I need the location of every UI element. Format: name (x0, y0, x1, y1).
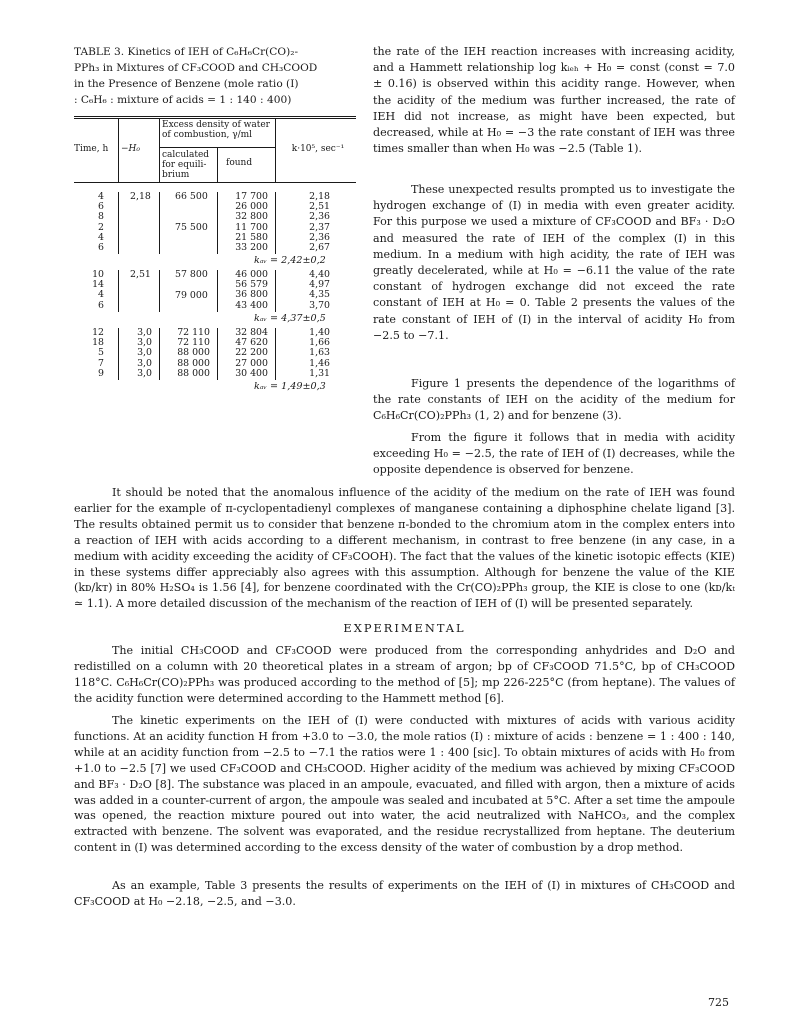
table-cell-calc: 57 800 (175, 269, 208, 280)
table-caption-line: TABLE 3. Kinetics of IEH of C₆H₆Cr(CO)₂- (74, 46, 299, 58)
paragraph: It should be noted that the anomalous influence of the acidity of the medium on the rate of IEH was found earlier for the example of π-cyclopentadienyl complexes of manganese containing a diphosphine chelate ligand [3]. The results obtained permit us to consider that benzene π-bonded to the chromium atom in the complex enters into a reaction of IEH with acids according to a different mechanism, in contrast to free benzene (in any case, in a medium with acidity exceeding the acidity of CF₃COOH). The fact that the values of the kinetic isotopic effects (KIE) in these systems differ appreciably also agrees with this assumption. Although for benzene the value of the KIE (kᴅ/kᴛ) in 80% H₂SO₄ is 1.56 [4], for benzene coordinated with the Cr(CO)₂PPh₃ group, the KIE is close to one (kᴅ/kₜ ≃ 1.1). A more detailed discussion of the mechanism of the reaction of IEH of (I) will be presented separately. (74, 486, 735, 611)
table-col-found: 17 700 26 000 32 800 11 700 21 580 33 200 (235, 191, 268, 254)
header-h0: −H₀ (121, 144, 140, 154)
table-header-rule (74, 182, 356, 183)
table-col-found: 32 804 47 620 22 200 27 000 30 400 (235, 327, 268, 379)
table-cell-h0: 2,51 (130, 269, 151, 280)
paragraph: The kinetic experiments on the IEH of (I) were conducted with mixtures of acids with various acidity functions. At an acidity function H from +3.0 to −3.0, the mole ratios (I) : mixture of acids : benzene = 1 : 400 : 140, while at an acidity function from −2.5 to −7.1 the ratios were 1 : 400 [sic]. To obtain mixtures of acids with H₀ from +1.0 to −2.5 [7] we used CF₃COOD and CH₃COOD. Higher acidity of the medium was achieved by mixing CF₃COOD and BF₃ · D₂O [8]. The substance was placed in an ampoule, evacuated, and filled with argon, then a mixture of acids was added in a counter-current of argon, the ampoule was sealed and incubated at 5°C. After a set time the ampoule was opened, the reaction mixture poured out into water, the acid neutralized with NaHCO₃, and the complex extracted with benzene. The solvent was evaporated, and the residue recrystallized from heptane. The deuterium content in (I) was determined according to the excess density of the water of combustion by a drop method. (74, 714, 735, 855)
table-average: kₐᵥ = 2,42±0,2 (254, 255, 326, 266)
table-row: 4 6 8 2 4 6 (98, 191, 104, 254)
table-caption-line: in the Presence of Benzene (mole ratio (I) (74, 78, 299, 90)
paragraph: These unexpected results prompted us to investigate the hydrogen exchange of (I) in media with even greater acidity. For this purpose we used a mixture of CF₃COOD and BF₃ · D₂O and measured the rate of IEH of the complex (I) in this medium. In a medium with high acidity, the rate of IEH was greatly decelerated, while at H₀ = −6.11 the value of the rate constant of hydrogen exchange did not exceed the rate constant of IEH at H₀ = 0. Table 2 presents the values of the rate constant of IEH of (I) in the interval of acidity H₀ from −2.5 to −7.1. (373, 183, 735, 342)
header-calculated: calculated for equili-brium (162, 150, 210, 180)
table-average: kₐᵥ = 4,37±0,5 (254, 313, 326, 324)
paragraph: From the figure it follows that in media with acidity exceeding H₀ = −2.5, the rate of IEH of (I) decreases, while the opposite dependence is observed for benzene. (373, 431, 735, 477)
table-col-found: 46 000 56 579 36 800 43 400 (235, 269, 268, 311)
header-excess-density: Excess density of water of combustion, γ/ml (162, 120, 270, 140)
table-cell-calc: 66 500 (175, 191, 208, 202)
table-col-k: 4,40 4,97 4,35 3,70 (309, 269, 330, 311)
table-cell-calc: 79 000 (175, 290, 208, 301)
paragraph: The initial CH₃COOD and CF₃COOD were produced from the corresponding anhydrides and D₂O and redistilled on a column with 20 theoretical plates in a stream of argon; bp of CF₃COOD 71.5°C, bp of CH₃COOD 118°C. C₆H₆Cr(CO)₂PPh₃ was produced according to the method of [5]; mp 226-225°C (from heptane). The values of the acidity function were determined according to the Hammett method [6]. (74, 644, 735, 705)
right-column-text (373, 44, 735, 157)
page-number: 725 (708, 996, 729, 1009)
paragraph: As an example, Table 3 presents the results of experiments on the IEH of (I) in mixtures of CH₃COOD and CF₃COOD at H₀ −2.18, −2.5, and −3.0. (74, 879, 735, 908)
table-col-h0: 3,0 3,0 3,0 3,0 3,0 (137, 327, 152, 379)
table-col-k: 2,18 2,51 2,36 2,37 2,36 2,67 (309, 191, 330, 254)
header-found: found (226, 158, 253, 168)
table-col-k: 1,40 1,66 1,63 1,46 1,31 (309, 327, 330, 379)
paragraph: the rate of the IEH reaction increases with increasing acidity, and a Hammett relationship log kᵢₑₕ + H₀ = const (const = 7.0 ± 0.16) is observed within this acidity range. However, when the acidity of the medium was further increased, the rate of IEH did not increase, as might have been expected, but decreased, while at H₀ = −3 the rate constant of IEH was three times smaller than when H₀ was −2.5 (Table 1). (373, 45, 735, 156)
table-col-calc: 72 110 72 110 88 000 88 000 88 000 (177, 327, 210, 379)
table-row: 12 18 5 7 9 (92, 327, 104, 379)
table-top-rule-double (74, 118, 356, 119)
table-cell-calc: 75 500 (175, 222, 208, 233)
table-average: kₐᵥ = 1,49±0,3 (254, 381, 326, 392)
table-caption-line: PPh₃ in Mixtures of CF₃COOD and CH₃COOD (74, 62, 318, 74)
header-rate-constant: k·10⁵, sec⁻¹ (291, 144, 345, 154)
table-caption-line: : C₆H₆ : mixture of acids = 1 : 140 : 400) (74, 94, 292, 106)
table-caption (74, 44, 356, 108)
table-row: 10 14 4 6 (92, 269, 104, 311)
section-heading: EXPERIMENTAL (343, 621, 466, 635)
table-cell-h0: 2,18 (130, 191, 151, 202)
paragraph: Figure 1 presents the dependence of the logarithms of the rate constants of IEH on the acidity of the medium for C₆H₆Cr(CO)₂PPh₃ (1, 2) and for benzene (3). (373, 377, 735, 423)
header-time: Time, h (74, 144, 109, 154)
